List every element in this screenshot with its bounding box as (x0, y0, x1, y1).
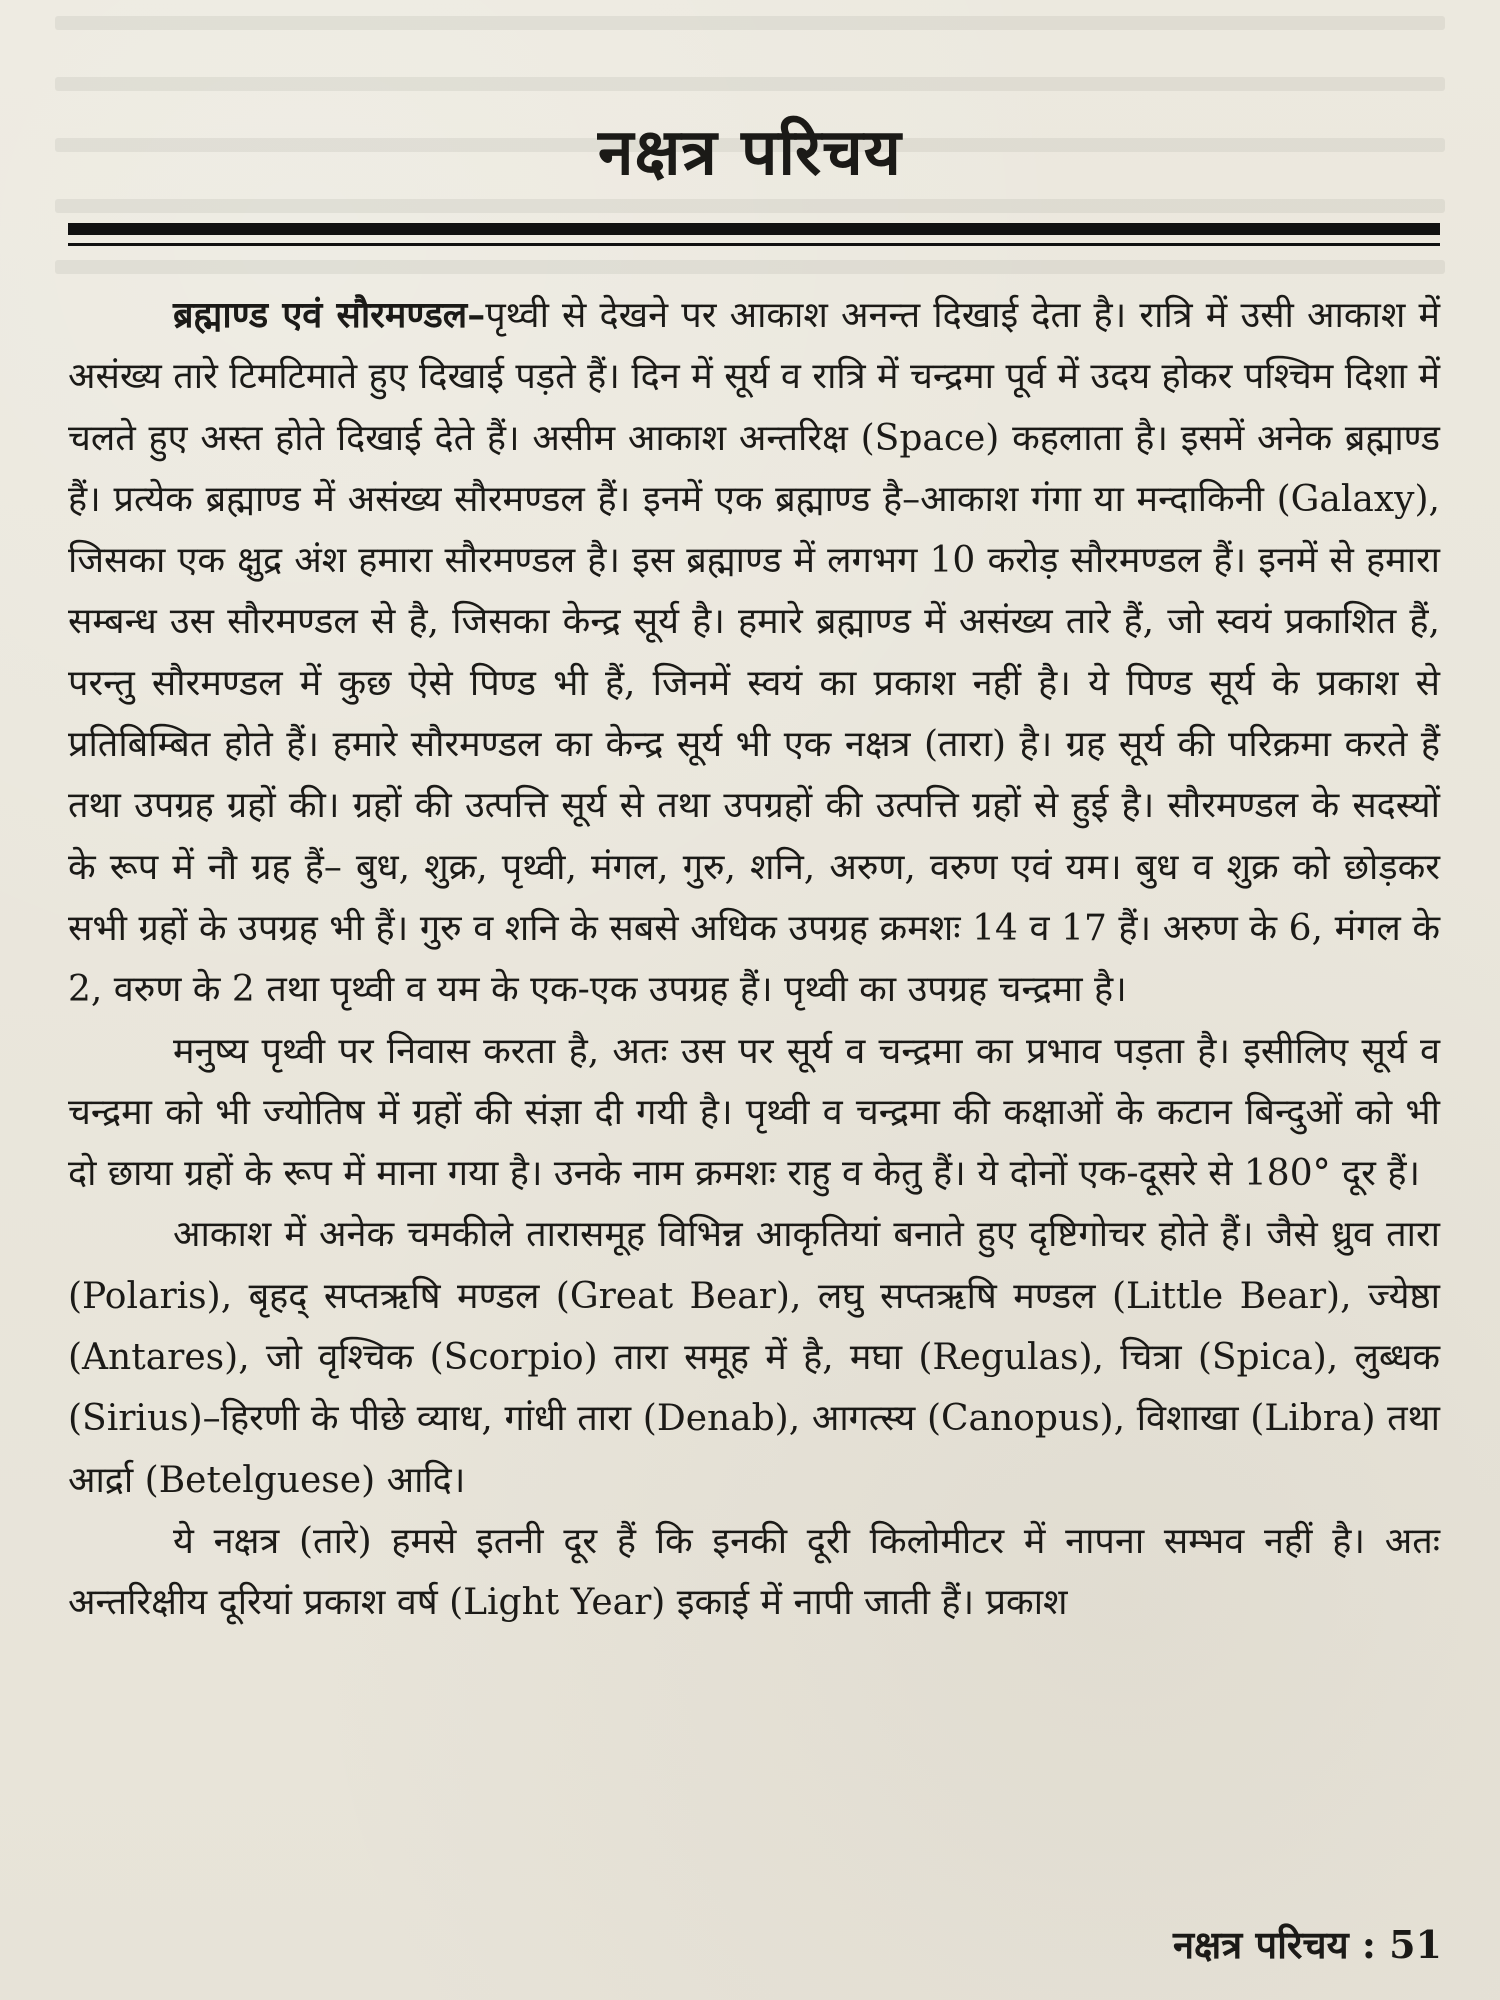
show-through-line (55, 77, 1445, 91)
main-content (68, 285, 1440, 1634)
paragraph-3: आकाश में अनेक चमकीले तारासमूह विभिन्न आकृतियां बनाते हुए दृष्टिगोचर होते हैं। जैसे ध्रुव तारा (Polaris), बृहद् सप्तऋषि मण्डल (Great Bear), लघु सप्तऋषि मण्डल (Little Bear), ज्येष्ठा (Antares), जो वृश्चिक (Scorpio) तारा समूह में है, मघा (Regulas), चित्रा (Spica), लुब्धक (Sirius)–हिरणी के पीछे व्याध, गांधी तारा (Denab), आगत्स्य (Canopus), विशाखा (Libra) तथा आर्द्रा (Betelguese) आदि। (68, 1214, 1440, 1501)
paragraph-1-text: पृथ्वी से देखने पर आकाश अनन्त दिखाई देता है। रात्रि में उसी आकाश में असंख्य तारे टिमटिमाते हुए दिखाई पड़ते हैं। दिन में सूर्य व रात्रि में चन्द्रमा पूर्व में उदय होकर पश्चिम दिशा में चलते हुए अस्त होते दिखाई देते हैं। असीम आकाश अन्तरिक्ष (Space) कहलाता है। इसमें अनेक ब्रह्माण्ड हैं। प्रत्येक ब्रह्माण्ड में असंख्य सौरमण्डल हैं। इनमें एक ब्रह्माण्ड है–आकाश गंगा या मन्दाकिनी (Galaxy), जिसका एक क्षुद्र अंश हमारा सौरमण्डल है। इस ब्रह्माण्ड में लगभग 10 करोड़ सौरमण्डल हैं। इनमें से हमारा सम्बन्ध उस सौरमण्डल से है, जिसका केन्द्र सूर्य है। हमारे ब्रह्माण्ड में असंख्य तारे हैं, जो स्वयं प्रकाशित हैं, परन्तु सौरमण्डल में कुछ ऐसे पिण्ड भी हैं, जिनमें स्वयं का प्रकाश नहीं है। ये पिण्ड सूर्य के प्रकाश से प्रतिबिम्बित होते हैं। हमारे सौरमण्डल का केन्द्र सूर्य भी एक नक्षत्र (तारा) है। ग्रह सूर्य की परिक्रमा करते हैं तथा उपग्रह ग्रहों की। ग्रहों की उत्पत्ति सूर्य से तथा उपग्रहों की उत्पत्ति ग्रहों से हुई है। सौरमण्डल के सदस्यों के रूप में नौ ग्रह हैं– बुध, शुक्र, पृथ्वी, मंगल, गुरु, शनि, अरुण, वरुण एवं यम। बुध व शुक्र को छोड़कर सभी ग्रहों के उपग्रह भी हैं। गुरु व शनि के सबसे अधिक उपग्रह क्रमशः 14 व 17 हैं। अरुण के 6, मंगल के 2, वरुण के 2 तथा पृथ्वी व यम के एक-एक उपग्रह हैं। पृथ्वी का उपग्रह चन्द्रमा है। (68, 295, 1440, 1011)
show-through-line (55, 199, 1445, 213)
running-head-page-number: नक्षत्र परिचय : 51 (1172, 1922, 1442, 1967)
page-title: नक्षत्र परिचय (598, 115, 902, 190)
paragraph-1-heading: ब्रह्माण्ड एवं सौरमण्डल– (173, 294, 486, 336)
paragraph-1 (68, 285, 1440, 1021)
paragraph-4: ये नक्षत्र (तारे) हमसे इतनी दूर हैं कि इनकी दूरी किलोमीटर में नापना सम्भव नहीं है। अतः अन्तरिक्षीय दूरियां प्रकाश वर्ष (Light Year) इकाई में नापी जाती हैं। प्रकाश (68, 1520, 1440, 1624)
title-rule-thin (68, 243, 1440, 246)
paragraph-2: मनुष्य पृथ्वी पर निवास करता है, अतः उस पर सूर्य व चन्द्रमा का प्रभाव पड़ता है। इसीलिए सूर्य व चन्द्रमा को भी ज्योतिष में ग्रहों की संज्ञा दी गयी है। पृथ्वी व चन्द्रमा की कक्षाओं के कटान बिन्दुओं को भी दो छाया ग्रहों के रूप में माना गया है। उनके नाम क्रमशः राहु व केतु हैं। ये दोनों एक-दूसरे से 180° दूर हैं। (68, 1030, 1440, 1195)
show-through-line (55, 16, 1445, 30)
title-rule-thick (68, 223, 1440, 235)
show-through-line (55, 260, 1445, 274)
